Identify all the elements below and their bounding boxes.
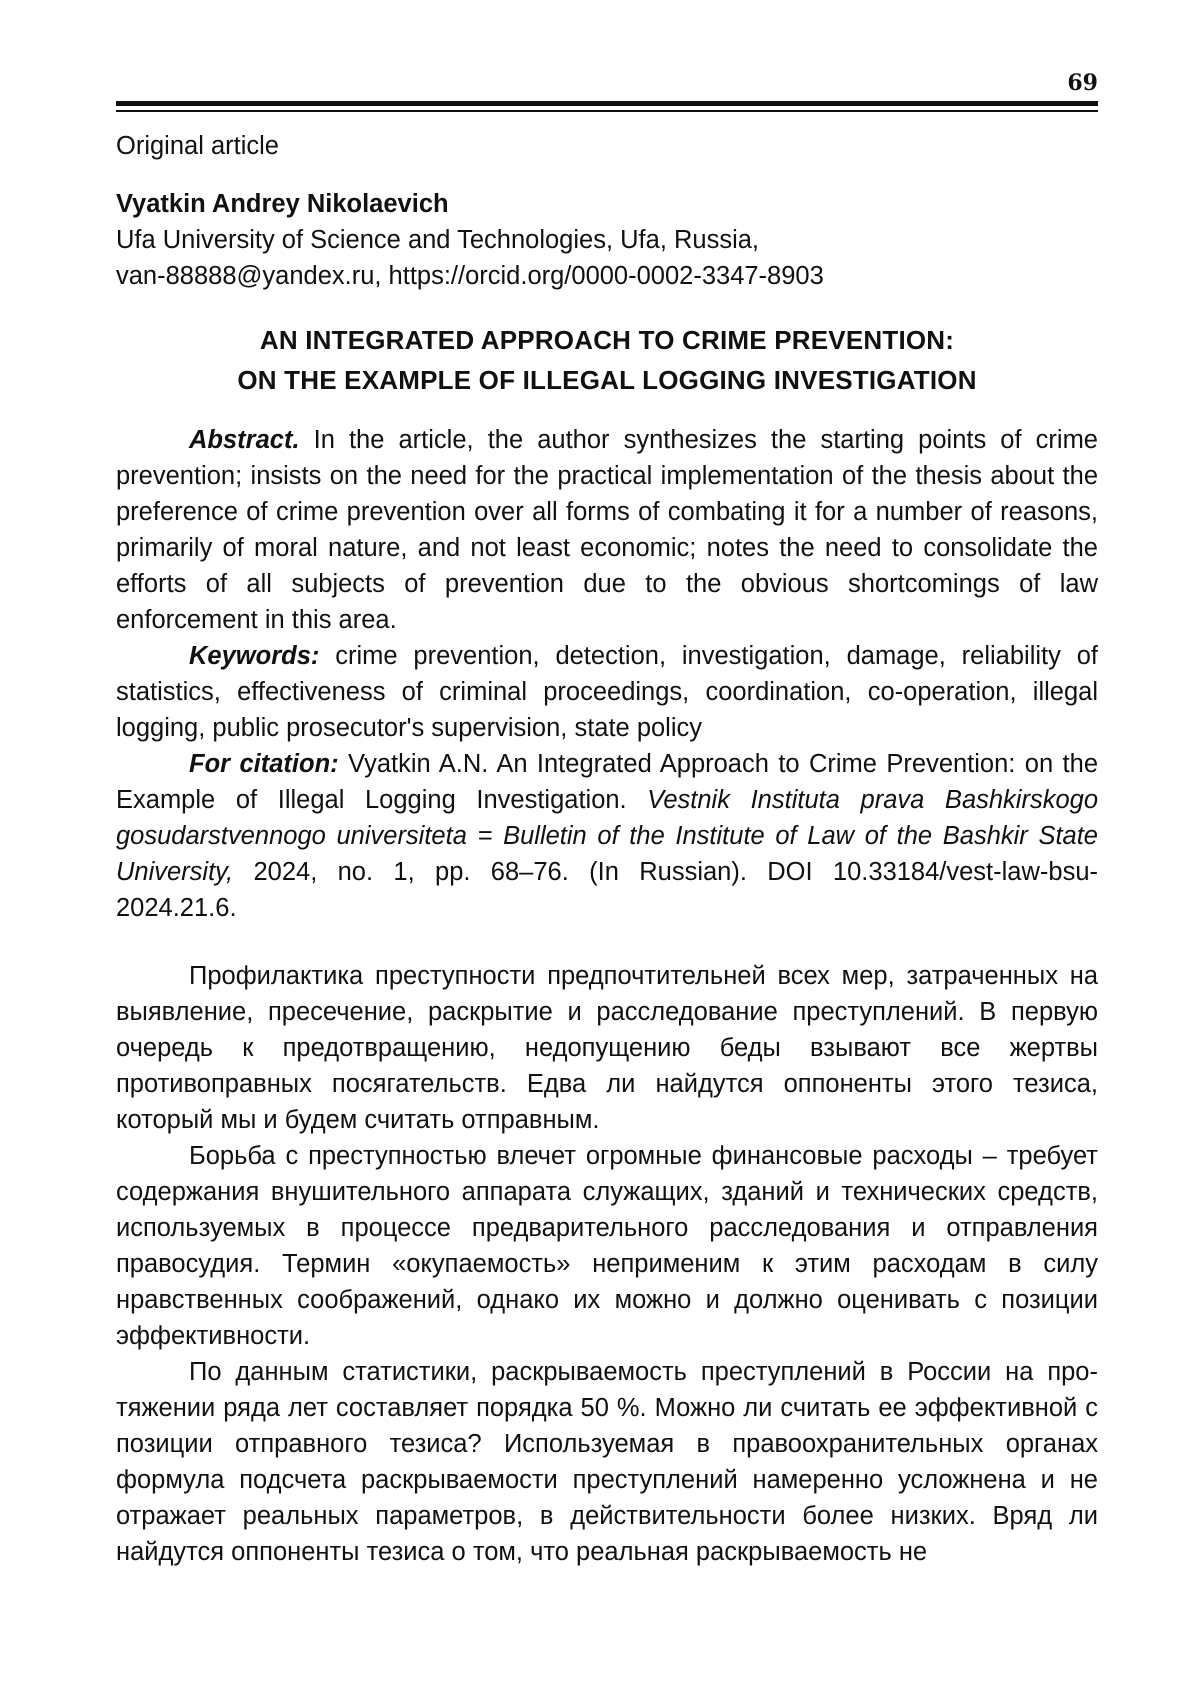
header-rule-thin <box>116 110 1098 112</box>
page-number: 69 <box>1067 70 1098 96</box>
abstract-paragraph <box>116 422 1098 638</box>
article-type: Original article <box>116 132 279 160</box>
article-title <box>116 320 1098 400</box>
abstract-text: In the article, the author synthesizes the starting points of crime prevention; insists on the need for the practical implementation of the thesis about the preference of crime prevention over all forms of combating it for a number of reasons, primarily of moral nature, and not least economic; notes the need to consolidate the efforts of all subjects of prevention due to the obvious shortcomings of law enforcement in this area. <box>116 426 1098 634</box>
header-rule-thick <box>116 101 1098 106</box>
body-paragraph-2: Борьба с преступностью влечет огромные финансовые расходы – требует содержания внушительного аппарата служащих, зданий и технических средств, используемых в процессе предварительного расследования и отправления правосудия. Термин «окупаемость» неприменим к этим расходам в силу нравственных соображений, однако их можно и должно оценивать с позиции эффективности. <box>116 1142 1098 1350</box>
citation-journal: Vestnik Instituta prava Bashkirskogo gosudarstvennogo universiteta = Bulletin of the Institute of Law of the Bashkir State University, <box>116 786 1099 886</box>
body-paragraph-1: Профилактика преступности предпочтительней всех мер, затраченных на выявление, пресечение, раскрытие и расследование преступлений. В первую очередь к предотвращению, недопущению беды взывают все жертвы противоправных посягательств. Едва ли найдутся оппоненты этого тезиса, который мы и будем считать отправным. <box>116 962 1098 1134</box>
citation-label: For citation: <box>189 750 339 778</box>
article-content <box>116 128 1098 1570</box>
author-contacts: van-88888@yandex.ru, https://orcid.org/0000-0002-3347-8903 <box>116 262 824 290</box>
keywords-paragraph <box>116 638 1098 746</box>
title-line-1: AN INTEGRATED APPROACH TO CRIME PREVENTION: <box>259 325 955 355</box>
author-name: Vyatkin Andrey Nikolaevich <box>116 190 449 218</box>
keywords-label: Keywords: <box>189 642 320 670</box>
keywords-text: crime prevention, detection, investigation, damage, reliability of statistics, effectiveness of criminal proceedings, coordination, co-operation, illegal logging, public prosecutor's supervision, state policy <box>116 642 1098 742</box>
citation-text: Vyatkin A.N. An Integrated Approach to Crime Prevention: on the Example of Illegal Logging Investigation. <box>116 750 1099 814</box>
author-affiliation: Ufa University of Science and Technologies, Ufa, Russia, <box>116 226 760 254</box>
section-gap <box>116 926 1098 958</box>
abstract-label: Abstract. <box>189 426 300 454</box>
body-paragraph-3: По данным статистики, раскрываемость преступлений в России на протяжении ряда лет составляет порядка 50 %. Можно ли считать ее эффективной с позиции отправного тезиса? Используемая в правоохранительных органах формула подсчета раскрываемости преступлений намеренно усложнена и не отражает реальных параметров, в действительности более низких. Вряд ли найдутся оппоненты тезиса о том, что реальная раскрываемость не <box>116 1358 1098 1566</box>
citation-details: 2024, no. 1, pp. 68–76. (In Russian). DOI 10.33184/vest-law-bsu-2024.21.6. <box>116 858 1098 922</box>
title-line-2: ON THE EXAMPLE OF ILLEGAL LOGGING INVESTIGATION <box>237 365 977 395</box>
citation-paragraph <box>116 746 1098 926</box>
